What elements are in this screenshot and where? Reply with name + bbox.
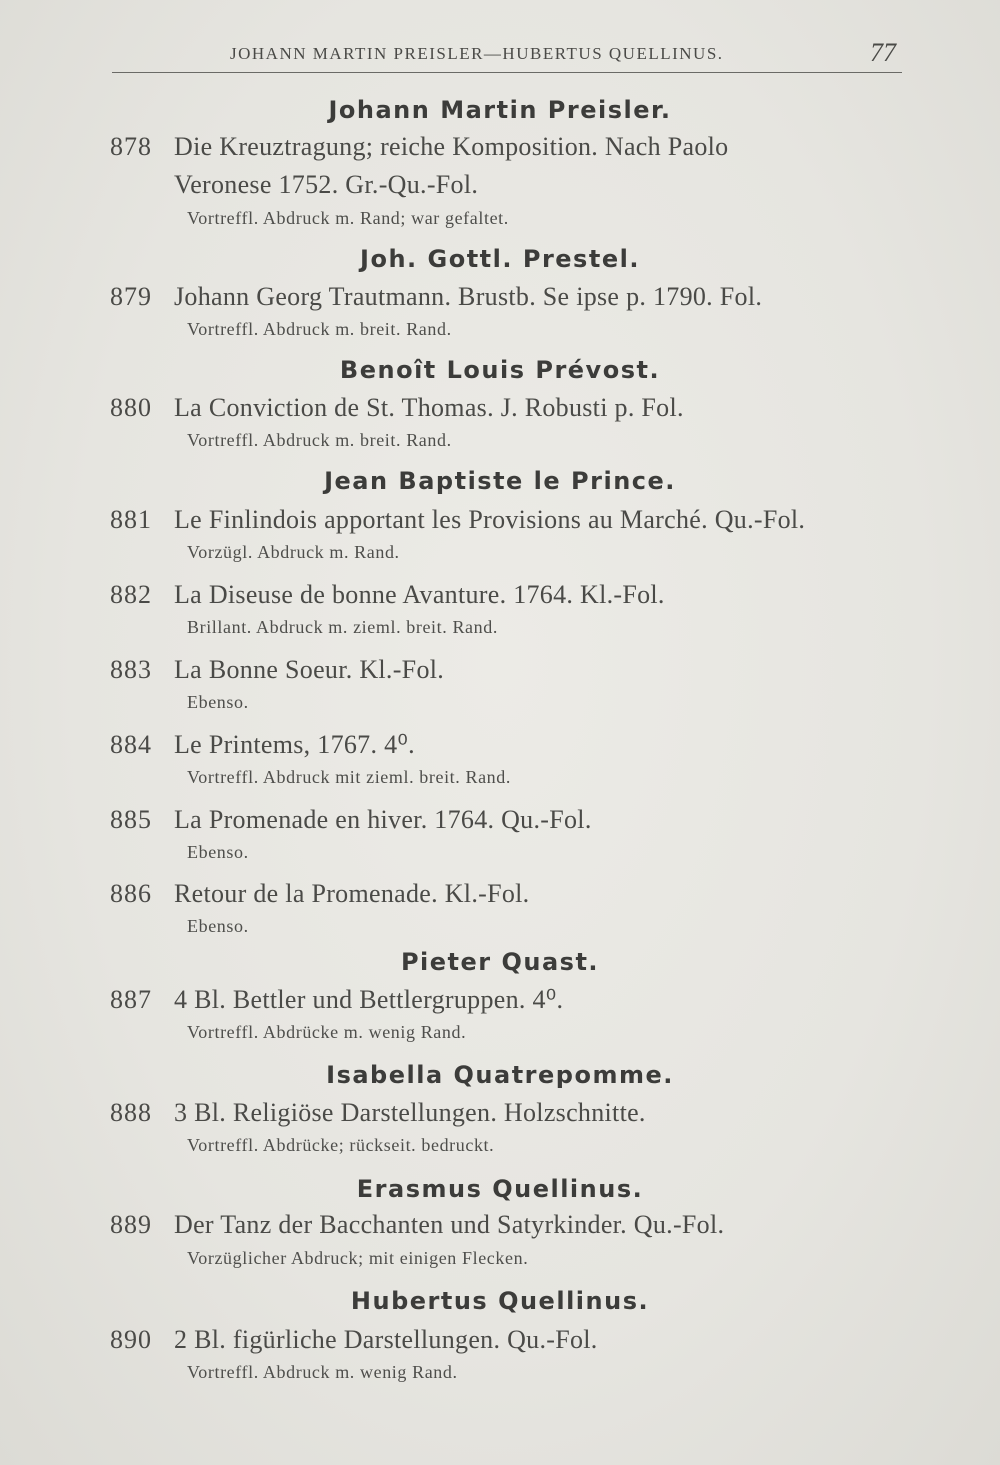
condition-note: Vortreffl. Abdruck mit zieml. breit. Rand. (187, 767, 511, 787)
lot-number: 881 (110, 505, 152, 534)
lot-number: 888 (110, 1098, 152, 1127)
condition-note: Vorzügl. Abdruck m. Rand. (187, 542, 400, 562)
condition-note: Vortreffl. Abdrücke; rückseit. bedruckt. (187, 1135, 495, 1155)
entry-title: La Bonne Soeur. Kl.-Fol. (174, 655, 445, 684)
lot-number: 878 (110, 132, 152, 161)
lot-number: 882 (110, 580, 152, 609)
condition-note: Vortreffl. Abdruck m. Rand; war gefaltet. (187, 208, 509, 228)
entry-title: 2 Bl. figürliche Darstellungen. Qu.-Fol. (174, 1325, 598, 1354)
lot-number: 885 (110, 805, 152, 834)
lot-number: 886 (110, 879, 152, 908)
condition-note: Ebenso. (187, 692, 249, 712)
artist-heading: Johann Martin Preisler. (328, 96, 672, 124)
condition-note: Vortreffl. Abdruck m. breit. Rand. (187, 430, 452, 450)
lot-number: 880 (110, 393, 152, 422)
entry-title: La Conviction de St. Thomas. J. Robusti p. Fol. (174, 393, 684, 422)
artist-heading: Joh. Gottl. Prestel. (360, 245, 640, 273)
entry-title: Die Kreuztragung; reiche Komposition. Nach Paolo (174, 132, 729, 161)
artist-heading: Erasmus Quellinus. (356, 1175, 644, 1203)
lot-number: 889 (110, 1210, 152, 1239)
artist-heading: Jean Baptiste le Prince. (324, 467, 676, 495)
entry-title: Johann Georg Trautmann. Brustb. Se ipse p. 1790. Fol. (174, 282, 763, 311)
artist-heading: Hubertus Quellinus. (350, 1287, 650, 1315)
artist-heading: Benoît Louis Prévost. (339, 356, 661, 384)
condition-note: Vortreffl. Abdrücke m. wenig Rand. (187, 1022, 467, 1042)
lot-number: 887 (110, 985, 152, 1014)
entry-title: Le Printems, 1767. 4⁰. (174, 730, 415, 759)
running-title: JOHANN MARTIN PREISLER—HUBERTUS QUELLINUS. (230, 44, 724, 63)
entry-title: La Diseuse de bonne Avanture. 1764. Kl.-Fol. (174, 580, 665, 609)
lot-number: 883 (110, 655, 152, 684)
artist-heading: Isabella Quatrepomme. (326, 1061, 674, 1089)
entry-title: Retour de la Promenade. Kl.-Fol. (174, 879, 530, 908)
condition-note: Vortreffl. Abdruck m. wenig Rand. (187, 1362, 458, 1382)
entry-title-continued: Veronese 1752. Gr.-Qu.-Fol. (174, 170, 479, 199)
lot-number: 884 (110, 730, 152, 759)
condition-note: Vortreffl. Abdruck m. breit. Rand. (187, 319, 452, 339)
condition-note: Ebenso. (187, 916, 249, 936)
entry-title: Le Finlindois apportant les Provisions au Marché. Qu.-Fol. (174, 505, 806, 534)
entry-title: 3 Bl. Religiöse Darstellungen. Holzschnitte. (174, 1098, 646, 1127)
page-number: 77 (870, 38, 896, 67)
artist-heading: Pieter Quast. (400, 948, 600, 976)
entry-title: 4 Bl. Bettler und Bettlergruppen. 4⁰. (174, 985, 564, 1014)
condition-note: Vorzüglicher Abdruck; mit einigen Flecken. (187, 1248, 529, 1268)
running-head (112, 38, 902, 73)
condition-note: Brillant. Abdruck m. zieml. breit. Rand. (187, 617, 498, 637)
lot-number: 890 (110, 1325, 152, 1354)
condition-note: Ebenso. (187, 842, 249, 862)
entry-title: La Promenade en hiver. 1764. Qu.-Fol. (174, 805, 592, 834)
entry-title: Der Tanz der Bacchanten und Satyrkinder. Qu.-Fol. (174, 1210, 725, 1239)
lot-number: 879 (110, 282, 152, 311)
